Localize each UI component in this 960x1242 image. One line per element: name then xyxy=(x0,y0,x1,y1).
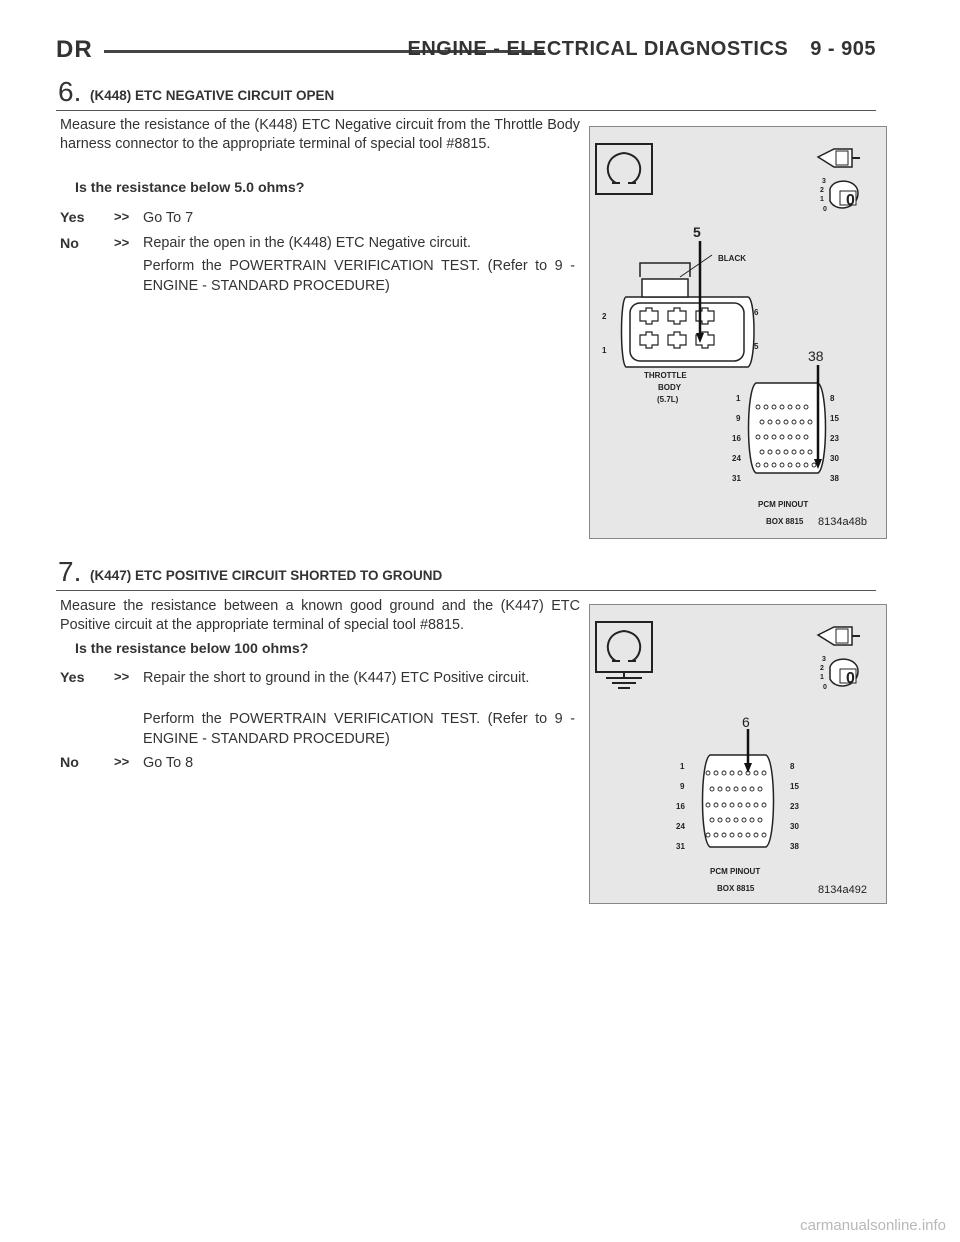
step-7-body: Measure the resistance between a known good ground and the (K447) ETC Positive circuit at the appropriate terminal of special tool #8815. xyxy=(60,598,580,633)
step-6-body: Measure the resistance of the (K448) ETC Negative circuit from the Throttle Body harness connector to the appropriate terminal of special tool #8815. xyxy=(60,117,580,152)
figure-id: 8134a48b xyxy=(818,516,867,528)
figure-2-drawing xyxy=(590,605,886,903)
meter-display: 0 xyxy=(846,670,855,687)
section-title xyxy=(408,38,876,61)
pcm-pinout-label: PCM PINOUT xyxy=(758,500,809,509)
meter-num-1: 1 xyxy=(820,674,824,681)
throttle-label-3: (5.7L) xyxy=(657,395,679,404)
step-6-question: Is the resistance below 5.0 ohms? xyxy=(75,180,305,196)
pcm-left-9: 9 xyxy=(680,782,685,791)
step-7-yes-text-2: Perform the POWERTRAIN VERIFICATION TEST. (Refer to 9 - ENGINE - STANDARD PROCEDURE) xyxy=(143,711,575,747)
pcm-pinout-grid xyxy=(703,755,774,847)
box-label: BOX 8815 xyxy=(717,884,755,893)
figure-id: 8134a492 xyxy=(818,884,867,896)
pcm-left-1: 1 xyxy=(680,762,685,771)
step-6-no-arrow: >> xyxy=(114,235,130,250)
pcm-right-23: 23 xyxy=(790,802,799,811)
connector-pin-6: 6 xyxy=(754,308,759,317)
pcm-left-24: 24 xyxy=(732,454,741,463)
step-title: (K447) ETC POSITIVE CIRCUIT SHORTED TO GROUND xyxy=(90,568,443,583)
step-7-no-arrow: >> xyxy=(114,754,130,769)
connector-pin-1: 1 xyxy=(602,346,607,355)
ground-meter-icon xyxy=(596,622,652,688)
step-number: 6. xyxy=(58,76,82,107)
pcm-right-38: 38 xyxy=(830,474,839,483)
step-6-no-label: No xyxy=(60,236,79,252)
step-number: 7. xyxy=(58,556,82,587)
meter-display: 0 xyxy=(846,192,855,209)
meter-num-0: 0 xyxy=(823,206,827,213)
throttle-body-connector xyxy=(622,263,755,367)
pcm-right-15: 15 xyxy=(790,782,799,791)
pcm-right-8: 8 xyxy=(790,762,795,771)
meter-num-3: 3 xyxy=(822,178,826,185)
pcm-left-16: 16 xyxy=(732,434,741,443)
step-7-question: Is the resistance below 100 ohms? xyxy=(75,641,309,657)
figure-pcm-pinout xyxy=(589,604,887,904)
pcm-left-31: 31 xyxy=(732,474,741,483)
step-7-no-text: Go To 8 xyxy=(143,755,194,771)
meter-num-0: 0 xyxy=(823,684,827,691)
meter-num-1: 1 xyxy=(820,196,824,203)
pcm-left-9: 9 xyxy=(736,414,741,423)
step-6-no-text: Repair the open in the (K448) ETC Negative circuit. xyxy=(143,235,471,251)
connector-pin-5: 5 xyxy=(754,342,759,351)
page-header xyxy=(56,36,876,66)
step-7-yes-arrow: >> xyxy=(114,669,130,684)
model-code: DR xyxy=(56,36,93,63)
step-7-no-label: No xyxy=(60,755,79,771)
meter-num-2: 2 xyxy=(820,665,824,672)
step-6-heading xyxy=(56,76,876,111)
pcm-right-38: 38 xyxy=(790,842,799,851)
ohmmeter-icon xyxy=(596,144,652,194)
step-7-heading xyxy=(56,556,876,591)
pcm-right-15: 15 xyxy=(830,414,839,423)
step-6-yes-text: Go To 7 xyxy=(143,210,194,226)
figure-throttle-body-pinout xyxy=(589,126,887,539)
step-6-yes-label: Yes xyxy=(60,210,85,226)
figure-1-drawing xyxy=(590,127,886,538)
pcm-pinout-label: PCM PINOUT xyxy=(710,867,761,876)
section-name: ENGINE - ELECTRICAL DIAGNOSTICS xyxy=(407,38,789,60)
step-7-yes-label: Yes xyxy=(60,670,85,686)
pcm-left-24: 24 xyxy=(676,822,685,831)
step-title: (K448) ETC NEGATIVE CIRCUIT OPEN xyxy=(90,88,335,103)
step-7-yes-text: Repair the short to ground in the (K447) ETC Positive circuit. xyxy=(143,670,530,686)
probe-callout-5: 5 xyxy=(693,224,701,240)
wire-color-label: BLACK xyxy=(718,254,746,263)
step-6-no-text-2: Perform the POWERTRAIN VERIFICATION TEST. (Refer to 9 - ENGINE - STANDARD PROCEDURE) xyxy=(143,258,575,294)
pcm-left-31: 31 xyxy=(676,842,685,851)
meter-num-3: 3 xyxy=(822,656,826,663)
multimeter-icon xyxy=(818,627,860,691)
pcm-left-16: 16 xyxy=(676,802,685,811)
probe-callout-38: 38 xyxy=(808,348,824,364)
pcm-left-1: 1 xyxy=(736,394,741,403)
throttle-label-1: THROTTLE xyxy=(644,371,687,380)
throttle-label-2: BODY xyxy=(658,383,682,392)
meter-num-2: 2 xyxy=(820,187,824,194)
step-6-yes-arrow: >> xyxy=(114,209,130,224)
pcm-pinout-grid xyxy=(749,383,826,473)
probe-callout-6: 6 xyxy=(742,714,750,730)
page-number: 9 - 905 xyxy=(810,38,876,60)
box-label: BOX 8815 xyxy=(766,517,804,526)
pcm-right-23: 23 xyxy=(830,434,839,443)
connector-pin-2: 2 xyxy=(602,312,607,321)
watermark: carmanualsonline.info xyxy=(800,1217,946,1234)
pcm-right-30: 30 xyxy=(830,454,839,463)
multimeter-icon xyxy=(818,149,860,213)
pcm-right-30: 30 xyxy=(790,822,799,831)
pcm-right-8: 8 xyxy=(830,394,835,403)
